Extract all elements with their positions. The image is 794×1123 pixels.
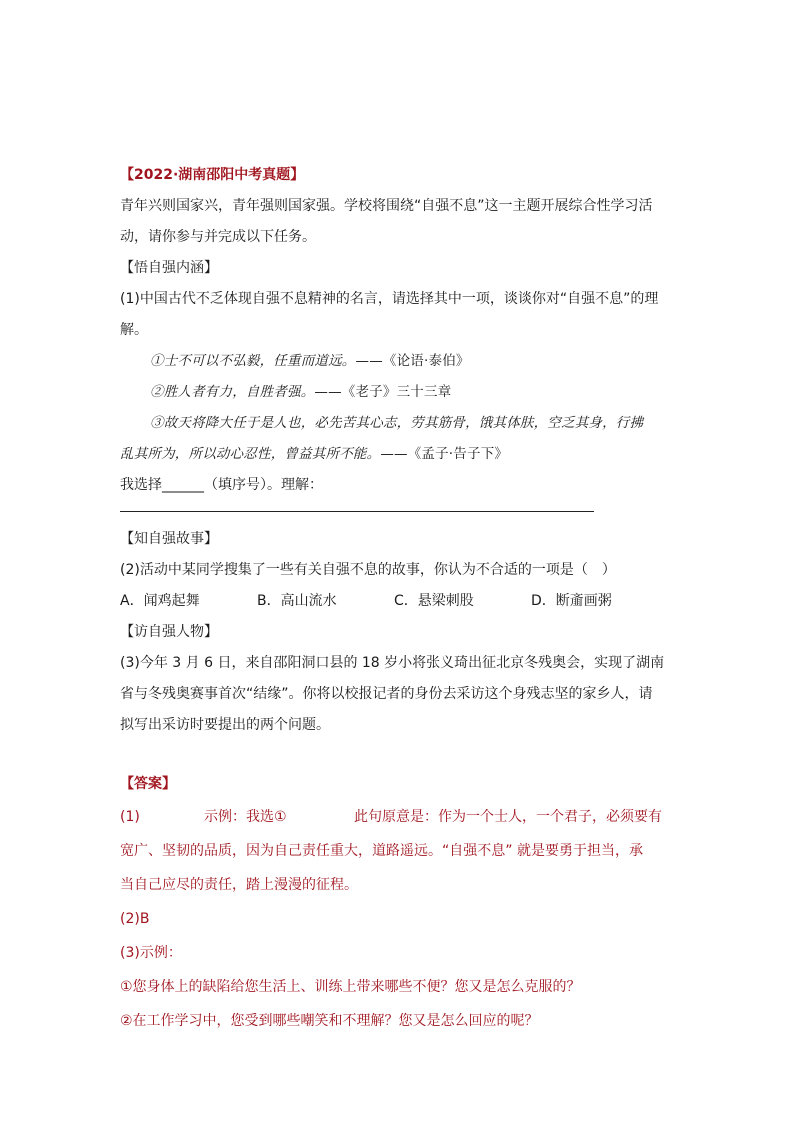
answer1-line-2: 宽广、坚韧的品质，因为自己责任重大，道路遥远。“自强不息” 就是要勇于担当，承	[120, 843, 643, 859]
answer1-number: (1)	[120, 809, 140, 825]
answer-title: 【答案】	[120, 776, 176, 792]
quote-3-text-2: 乱其所为，所以动心忍性，曾益其所不能。	[120, 446, 381, 462]
intro-line-2: 动，请你参与并完成以下任务。	[120, 229, 316, 245]
quote-3-line-2	[120, 439, 680, 470]
quote-1-source: ——《论语·泰伯》	[355, 353, 470, 369]
answer3-item-1: ①您身体上的缺陷给您生活上、训练上带来哪些不便？您又是怎么克服的？	[120, 979, 581, 995]
quote-2-source: ——《老子》三十三章	[314, 384, 452, 400]
answer1-line-1	[120, 800, 680, 834]
option-c: C．悬梁刺股	[394, 593, 474, 609]
question2-options	[120, 586, 680, 617]
quote-1-text: ①士不可以不弘毅，任重而道远。	[150, 353, 356, 369]
question1-line-1: (1)中国古代不乏体现自强不息精神的名言，请选择其中一项，谈谈你对“自强不息”的理	[120, 291, 659, 307]
answer1-line-3: 当自己应尽的责任，踏上漫漫的征程。	[120, 877, 358, 893]
answer2: (2)B	[120, 911, 150, 927]
answer3-item-2: ②在工作学习中，您受到哪些嘲笑和不理解？您又是怎么回应的呢？	[120, 1013, 539, 1029]
answer3-heading: (3)示例：	[120, 945, 182, 961]
fill-line: 我选择______（填序号）。理解：	[120, 477, 323, 493]
question3-line-2: 省与冬残奥赛事首次“结缘”。你将以校报记者的身份去采访这个身残志坚的家乡人，请	[120, 686, 653, 702]
question3-line-3: 拟写出采访时要提出的两个问题。	[120, 717, 330, 733]
quote-1	[120, 346, 680, 377]
option-a: A．闻鸡起舞	[120, 593, 200, 609]
quote-2	[120, 377, 680, 408]
intro-line-1: 青年兴则国家兴，青年强则国家强。学校将围绕“自强不息”这一主题开展综合性学习活	[120, 198, 653, 214]
question2: (2)活动中某同学搜集了一些有关自强不息的故事，你认为不合适的一项是（ ）	[120, 562, 616, 578]
answer-blank-rule	[120, 511, 594, 512]
question3-line-1: (3)今年 3 月 6 日，来自邵阳洞口县的 18 岁小将张义琦出征北京冬残奥会，实现了湖南	[120, 655, 665, 671]
answer1-text: 此句原意是：作为一个士人，一个君子，必须要有	[354, 809, 662, 825]
answer1-example: 示例：我选①	[204, 809, 287, 825]
question1-line-2: 解。	[120, 322, 148, 338]
section2-title: 【知自强故事】	[120, 531, 218, 547]
exam-content	[120, 160, 680, 1038]
quote-3-source: ——《孟子·告子下》	[380, 446, 509, 462]
quote-3-line-1: ③故天将降大任于是人也，必先苦其心志，劳其筋骨，饿其体肤，空乏其身，行拂	[150, 415, 644, 431]
option-b: B．高山流水	[257, 593, 337, 609]
section1-title: 【悟自强内涵】	[120, 260, 218, 276]
source-tag: 【2022·湖南邵阳中考真题】	[120, 167, 305, 183]
quote-2-text: ②胜人者有力，自胜者强。	[150, 384, 315, 400]
section3-title: 【访自强人物】	[120, 624, 218, 640]
option-d: D．断齑画粥	[531, 593, 612, 609]
